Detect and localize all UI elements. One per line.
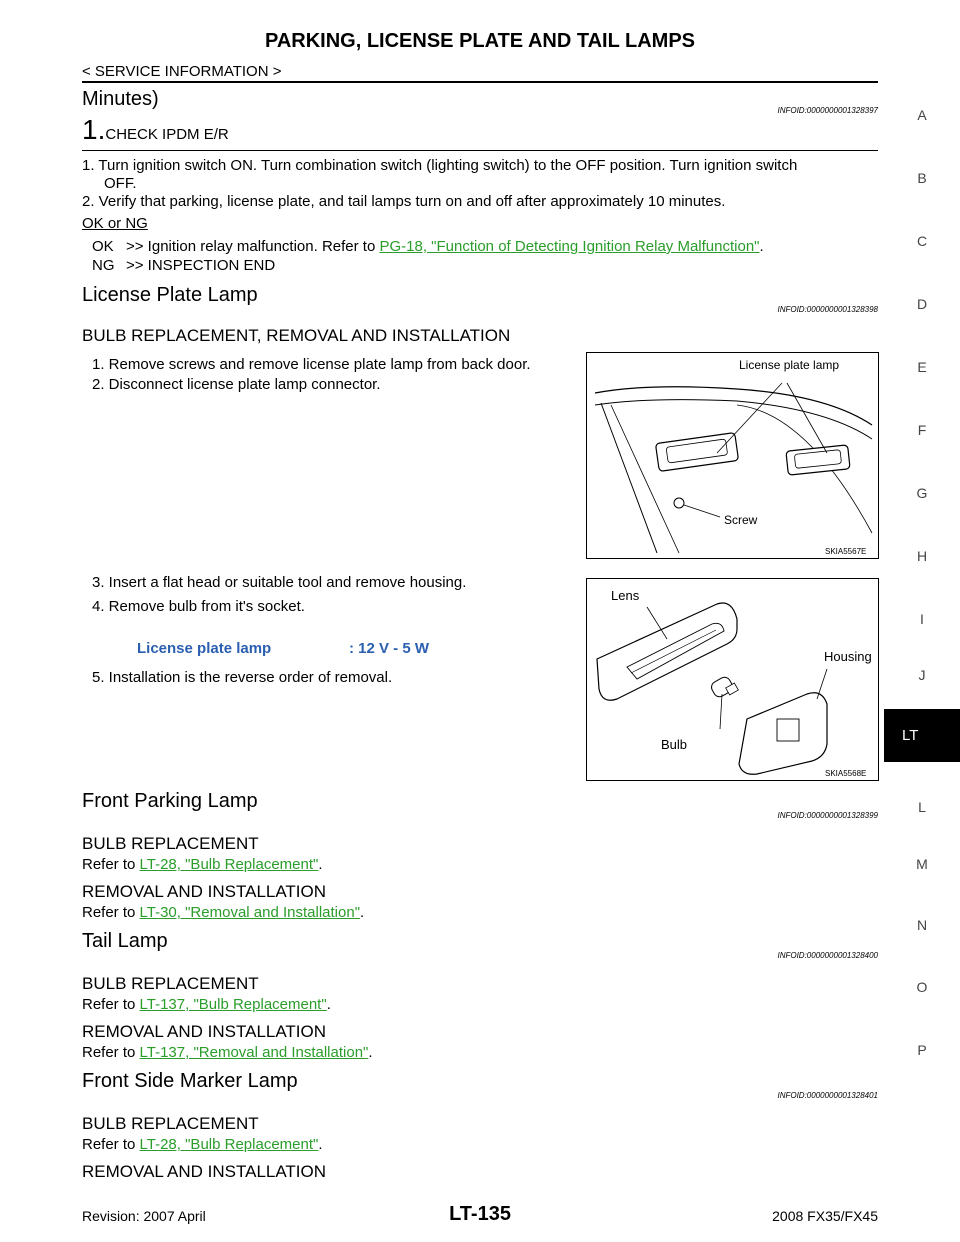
spec-value: : 12 V - 5 W (349, 640, 430, 657)
side-index-m[interactable]: M (916, 856, 928, 872)
reference-line (82, 1044, 373, 1061)
lt28-marker-link[interactable]: LT-28, "Bulb Replacement" (139, 1136, 319, 1153)
subheading: BULB REPLACEMENT (82, 1114, 259, 1133)
footer-page-number: LT-135 (449, 1203, 511, 1225)
label-screw: Screw (724, 513, 758, 527)
step-heading (82, 114, 229, 146)
side-index-lt-label: LT (902, 727, 919, 744)
period: . (318, 1136, 323, 1153)
step-line-1-cont: OFF. (104, 175, 137, 192)
refer-to: Refer to (82, 1044, 140, 1061)
step-rule (82, 150, 878, 151)
side-index-b[interactable]: B (917, 170, 927, 186)
side-index-g[interactable]: G (916, 485, 928, 501)
header-rule (82, 81, 878, 83)
label-license-plate-lamp: License plate lamp (739, 358, 840, 372)
pg18-link[interactable]: PG-18, "Function of Detecting Ignition Relay Malfunction" (379, 238, 760, 255)
footer-model: 2008 FX35/FX45 (772, 1208, 878, 1224)
subheading: REMOVAL AND INSTALLATION (82, 882, 327, 901)
infoid: INFOID:0000000001328397 (777, 106, 878, 115)
step-text: 4. Remove bulb from it's socket. (92, 598, 305, 615)
reference-line (82, 1136, 323, 1153)
period: . (368, 1044, 373, 1061)
side-index-o[interactable]: O (916, 979, 928, 995)
refer-to: Refer to (82, 996, 140, 1013)
ng-text: >> INSPECTION END (126, 257, 276, 274)
ng-result (92, 257, 275, 274)
infoid: INFOID:0000000001328401 (777, 1091, 878, 1100)
step-text: 3. Insert a flat head or suitable tool and remove housing. (92, 574, 467, 591)
section-title-minutes: Minutes) (82, 88, 159, 110)
ok-end: . (759, 238, 764, 255)
ok-text: >> Ignition relay malfunction. Refer to (126, 238, 380, 255)
step-line-1: 1. Turn ignition switch ON. Turn combination switch (lighting switch) to the OFF position. Turn ignition switch (82, 157, 798, 174)
footer-revision: Revision: 2007 April (82, 1208, 206, 1224)
ng-label: NG (92, 257, 115, 274)
side-index-d[interactable]: D (916, 296, 928, 312)
lt137-removal-link[interactable]: LT-137, "Removal and Installation" (139, 1044, 369, 1061)
step-number: 1. (82, 114, 106, 145)
lt28-link[interactable]: LT-28, "Bulb Replacement" (139, 856, 319, 873)
infoid: INFOID:0000000001328400 (777, 951, 878, 960)
side-index-c[interactable]: C (916, 233, 928, 249)
figure-code: SKIA5567E (825, 547, 867, 556)
period: . (360, 904, 365, 921)
step-text: 1. Remove screws and remove license plate lamp from back door. (92, 356, 531, 373)
figure-license-plate-lamp (586, 352, 879, 559)
subheading: BULB REPLACEMENT (82, 974, 259, 993)
ok-label: OK (92, 238, 114, 255)
section-title-front-side-marker-lamp: Front Side Marker Lamp (82, 1070, 298, 1092)
lamp-parts-illustration (587, 579, 878, 780)
step-text: 2. Disconnect license plate lamp connector. (92, 376, 381, 393)
lt137-bulb-link[interactable]: LT-137, "Bulb Replacement" (139, 996, 327, 1013)
refer-to: Refer to (82, 1136, 140, 1153)
period: . (326, 996, 331, 1013)
side-index-l[interactable]: L (918, 799, 926, 815)
license-plate-lamp-illustration (587, 353, 878, 558)
figure-code: SKIA5568E (825, 769, 867, 778)
subheading: BULB REPLACEMENT (82, 834, 259, 853)
figure-lamp-parts (586, 578, 879, 781)
section-title-front-parking-lamp: Front Parking Lamp (82, 790, 258, 812)
section-title-tail-lamp: Tail Lamp (82, 930, 168, 952)
reference-line (82, 856, 323, 873)
lt30-link[interactable]: LT-30, "Removal and Installation" (139, 904, 361, 921)
refer-to: Refer to (82, 904, 140, 921)
label-lens: Lens (611, 588, 640, 603)
side-index-i[interactable]: I (920, 611, 924, 627)
breadcrumb: < SERVICE INFORMATION > (82, 63, 282, 80)
label-bulb: Bulb (661, 737, 688, 752)
ok-result (92, 238, 764, 255)
period: . (318, 856, 323, 873)
page-title: PARKING, LICENSE PLATE AND TAIL LAMPS (264, 30, 695, 52)
subheading: REMOVAL AND INSTALLATION (82, 1162, 327, 1181)
infoid: INFOID:0000000001328398 (777, 305, 878, 314)
refer-to: Refer to (82, 856, 140, 873)
section-title-license-plate-lamp: License Plate Lamp (82, 284, 258, 306)
label-housing: Housing (824, 649, 872, 664)
side-index-lt-tab[interactable] (884, 709, 960, 762)
side-index-a[interactable]: A (917, 107, 927, 123)
side-index-p[interactable]: P (917, 1042, 927, 1058)
step-text: 5. Installation is the reverse order of removal. (92, 669, 393, 686)
step-line-2: 2. Verify that parking, license plate, and tail lamps turn on and off after approximately 10 minutes. (82, 193, 726, 210)
reference-line (82, 904, 364, 921)
side-index-h[interactable]: H (916, 548, 928, 564)
side-index-j[interactable]: J (918, 667, 926, 683)
spec-label: License plate lamp (137, 640, 272, 657)
side-index-e[interactable]: E (917, 359, 927, 375)
infoid: INFOID:0000000001328399 (777, 811, 878, 820)
ok-or-ng: OK or NG (82, 215, 148, 232)
reference-line (82, 996, 331, 1013)
side-index-f[interactable]: F (917, 422, 927, 438)
subheading: REMOVAL AND INSTALLATION (82, 1022, 327, 1041)
step-label: CHECK IPDM E/R (105, 126, 229, 143)
subheading: BULB REPLACEMENT, REMOVAL AND INSTALLATION (82, 326, 511, 345)
side-index-n[interactable]: N (916, 917, 928, 933)
